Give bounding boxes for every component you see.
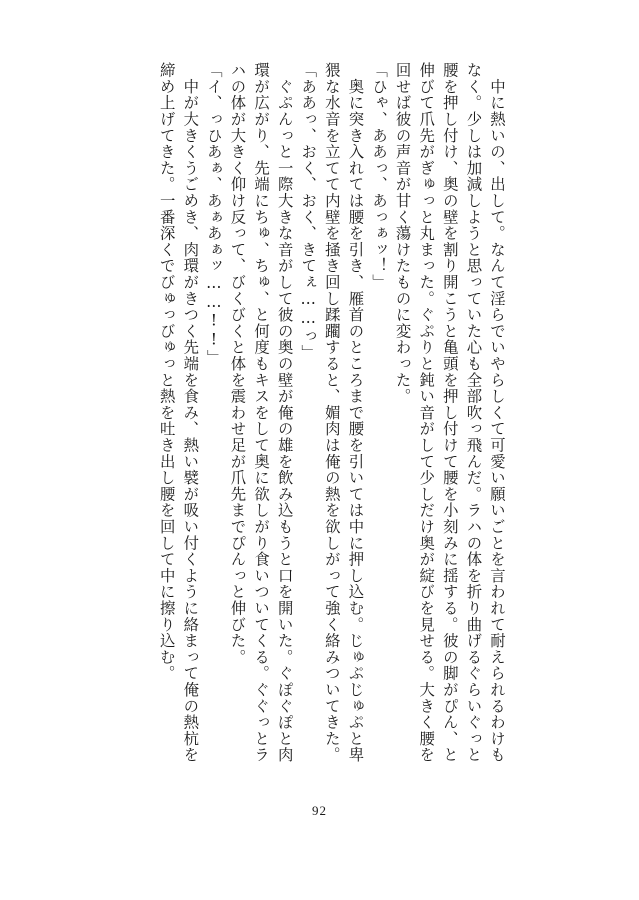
- text-line: なく。少しは加減しようと思っていた心も全部吹っ飛んだ。ラハの体を折り曲げるぐらいぐっと: [464, 62, 483, 763]
- text-line: ぐぷんっと一際大きな音がして彼の奥の壁が俺の雄を飲み込もうと口を開いた。ぐぽぐぽと肉: [275, 62, 294, 763]
- text-line: 猥な水音を立てて内壁を掻き回し蹂躙すると、媚肉は俺の熱を欲しがって強く絡みついてきた。: [322, 62, 341, 763]
- vertical-body-text: [128, 62, 508, 774]
- text-line: 「イ、っひあぁ、あぁあぁッ……!!」: [204, 62, 223, 366]
- text-line: 腰を押し付け、奥の壁を割り開こうと亀頭を押し付けて腰を小刻みに揺する。彼の脚がぴん、と: [440, 62, 459, 763]
- text-line: 中に熱いの、出して。なんて淫らでいやらしくて可愛い願いごとを言われて耐えられるわけも: [488, 62, 506, 763]
- text-line: 「ひゃ、ああっ、あっぁッ！」: [370, 62, 389, 291]
- page-number: 92: [312, 803, 327, 818]
- text-line: 回せば彼の声音が甘く蕩けたものに変わった。: [393, 62, 412, 405]
- text-line: 締め上げてきた。一番深くでびゅっびゅっと熱を吐き出し腰を回して中に擦り込む。: [157, 62, 176, 682]
- text-line: 奥に突き入れては腰を引き、雁首のところまで腰を引いては中に押し込む。じゅぷじゅぷと卑: [346, 62, 365, 763]
- text-line: 環が広がり、先端にちゅ、ちゅ、と何度もキスをして奥に欲しがり食いついてくる。ぐぐっとラ: [252, 62, 271, 763]
- text-line: 「ああっ、おく、おく、きてぇ……っ」: [299, 62, 318, 361]
- text-line: 伸びて爪先がぎゅっと丸まった。ぐぷりと鈍い音がして少しだけ奥が綻びを見せる。大きく腰を: [417, 62, 436, 763]
- text-line: 中が大きくうごめき、肉環がきつく先端を食み、熱い襞が吸い付くように絡まって俺の熱杭を: [181, 62, 200, 763]
- text-line: ハの体が大きく仰け反って、びくびくと体を震わせ足が爪先までぴんっと伸びた。: [228, 62, 247, 666]
